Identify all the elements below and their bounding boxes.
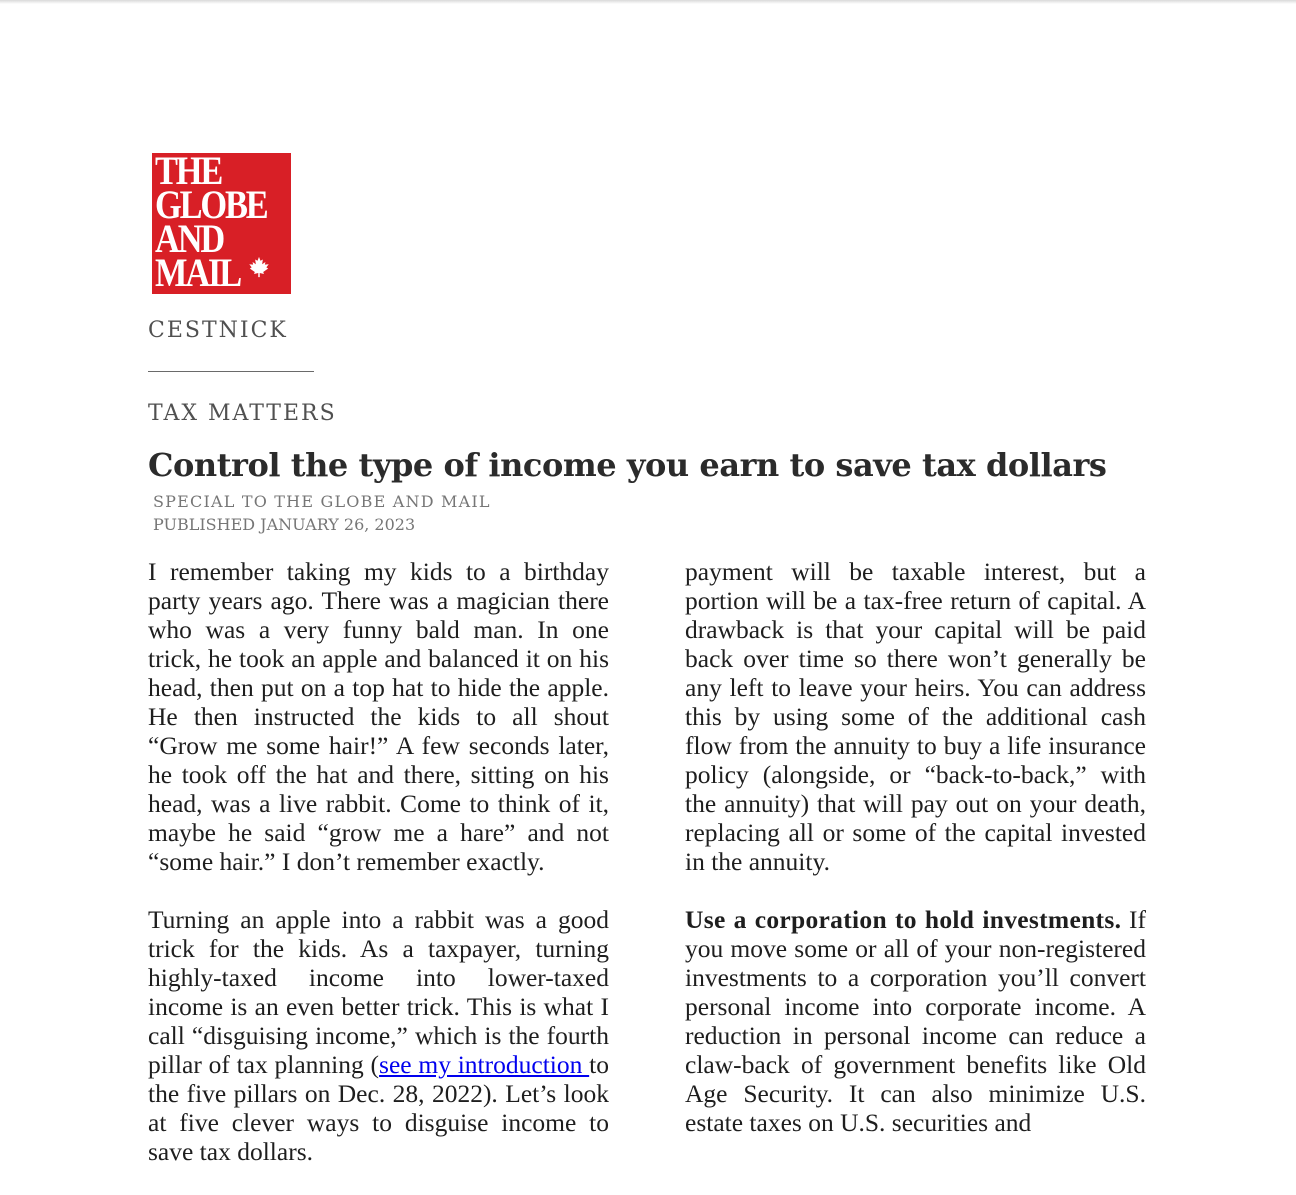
logo-line-2: GLOBE <box>155 182 267 227</box>
article-column-left <box>148 557 609 1195</box>
divider <box>148 371 314 372</box>
subhead-lead: Use a corporation to hold investments. <box>685 905 1122 934</box>
introduction-link[interactable]: see my introduction <box>379 1050 590 1079</box>
article-headline: Control the type of income you earn to save tax dollars <box>148 446 1107 484</box>
top-shadow <box>0 0 1296 4</box>
maple-leaf-icon <box>248 256 270 278</box>
paragraph-text: to the five pillars on Dec. 28, 2022). Let’s look at five clever ways to disguise income to save tax dollars. <box>148 1050 609 1166</box>
byline: SPECIAL TO THE GLOBE AND MAIL <box>153 492 491 511</box>
column-name[interactable]: TAX MATTERS <box>148 401 337 426</box>
paragraph: payment will be taxable interest, but a portion will be a tax-free return of capital. A drawback is that your capital will be paid back over time so there won’t generally be any left to leave your heirs. You can address this by using some of the additional cash flow from the annuity to buy a life insurance policy (alongside, or “back-to-back,” with the annuity) that will pay out on your death, replacing all or some of the capital invested in the annuity. <box>685 557 1146 876</box>
section-label[interactable]: CESTNICK <box>148 318 288 343</box>
publish-date: PUBLISHED JANUARY 26, 2023 <box>153 515 416 534</box>
globe-and-mail-logo[interactable] <box>152 153 291 294</box>
paragraph: I remember taking my kids to a birthday party years ago. There was a magician there who was a very funny bald man. In one trick, he took an apple and balanced it on his head, then put on a top hat to hide the apple. He then instructed the kids to all shout “Grow me some hair!” A few seconds later, he took off the hat and there, sitting on his head, was a live rabbit. Come to think of it, maybe he said “grow me a hare” and not “some hair.” I don’t remember exactly. <box>148 557 609 876</box>
paragraph <box>685 905 1146 1137</box>
logo-line-1: THE <box>155 153 222 193</box>
article-column-right <box>685 557 1146 1166</box>
paragraph-text: Turning an apple into a rabbit was a good trick for the kids. As a taxpayer, turning highly-taxed income into lower-taxed income is an even better trick. This is what I call “disguising income,” which is the fourth pillar of tax planning ( <box>148 905 609 1079</box>
logo-line-4: MAIL <box>155 250 241 294</box>
paragraph <box>148 905 609 1166</box>
logo-line-3: AND <box>155 216 224 261</box>
paragraph-text: If you move some or all of your non-registered investments to a corporation you’ll convert personal income into corporate income. A reduction in personal income can reduce a claw-back of government benefits like Old Age Security. It can also minimize U.S. estate taxes on U.S. securities and <box>685 905 1146 1137</box>
